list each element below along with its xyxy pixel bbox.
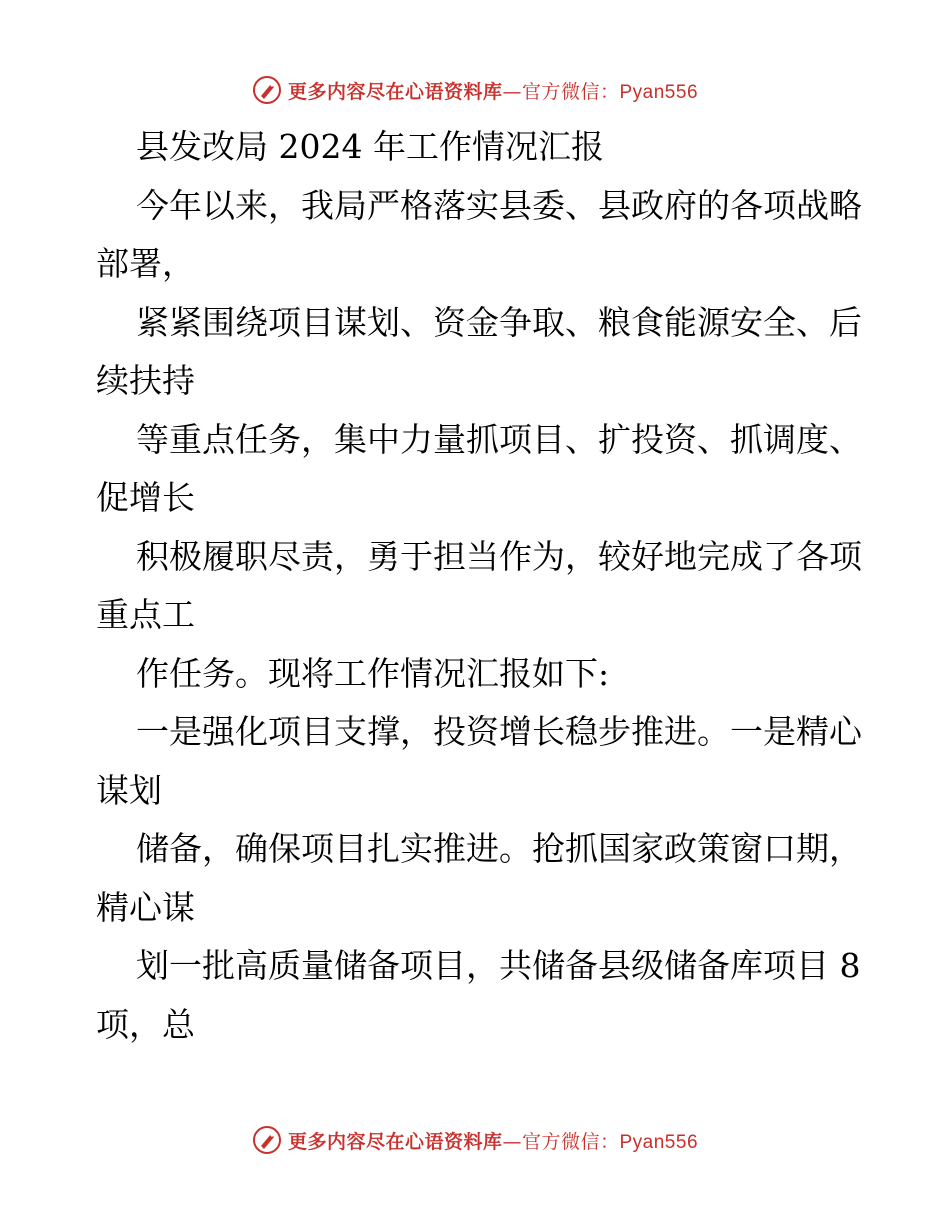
watermark-separator: — — [502, 80, 522, 103]
paragraph: 储备，确保项目扎实推进。抢抓国家政策窗口期，精心谋 — [96, 829, 862, 927]
document-title: 县发改局 2024 年工作情况汇报 — [136, 127, 604, 166]
document-body — [96, 118, 866, 1054]
paragraph: 等重点任务，集中力量抓项目、扩投资、抓调度、促增长 — [96, 419, 862, 517]
watermark-wechat-label: 官方微信： — [521, 1130, 620, 1153]
watermark-main: 更多内容尽在心语资料库 — [287, 1130, 503, 1153]
header-watermark — [0, 70, 950, 110]
watermark-wechat-label: 官方微信： — [521, 80, 620, 103]
paragraph: 一是强化项目支撑，投资增长稳步推进。一是精心谋划 — [96, 712, 862, 810]
watermark-main: 更多内容尽在心语资料库 — [287, 80, 503, 103]
watermark-text — [288, 77, 698, 104]
paragraph: 划一批高质量储备项目，共储备县级储备库项目 8 项，总 — [96, 946, 861, 1044]
paragraph: 今年以来，我局严格落实县委、县政府的各项战略部署， — [96, 185, 862, 283]
footer-watermark — [0, 1120, 950, 1160]
paragraph: 积极履职尽责，勇于担当作为，较好地完成了各项重点工 — [96, 536, 862, 634]
watermark-wechat-id: Pyan556 — [619, 81, 699, 103]
paragraph: 作任务。现将工作情况汇报如下: — [136, 653, 610, 693]
watermark-text — [288, 1127, 698, 1154]
watermark-separator: — — [502, 1130, 522, 1153]
watermark-wechat-id: Pyan556 — [619, 1131, 699, 1153]
paragraph: 紧紧围绕项目谋划、资金争取、粮食能源安全、后续扶持 — [96, 302, 862, 400]
pen-nib-seal-icon — [252, 75, 282, 105]
pen-nib-seal-icon — [252, 1125, 282, 1155]
